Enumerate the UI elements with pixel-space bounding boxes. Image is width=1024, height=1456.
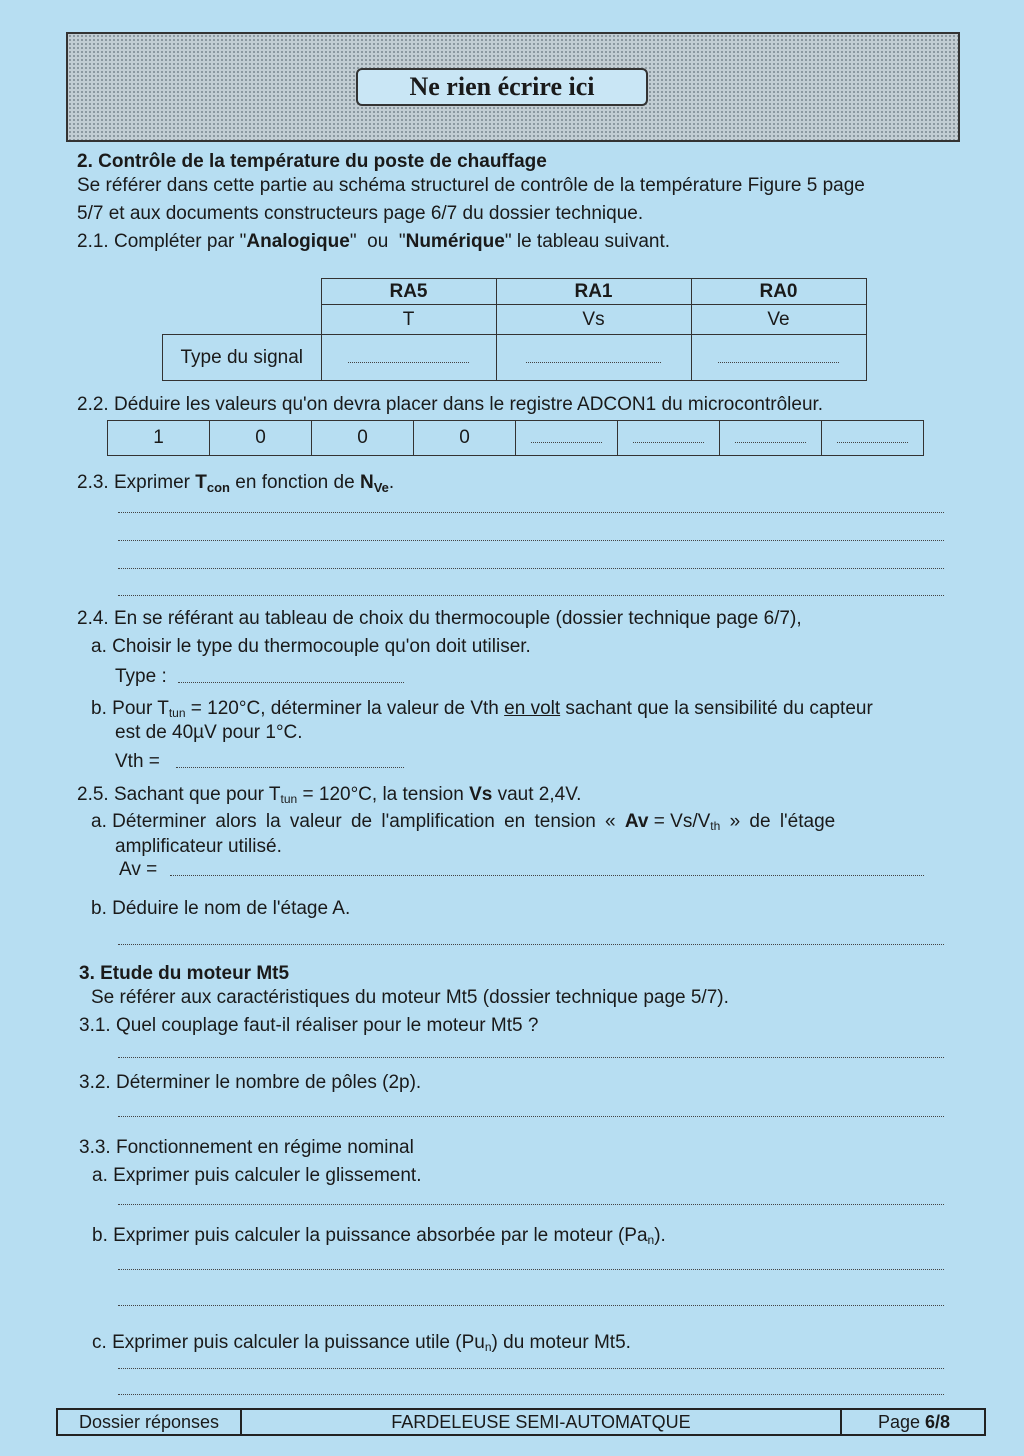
question-text-mid: en fonction de [230, 472, 360, 493]
question-2-4-b-line2: est de 40µV pour 1°C. [115, 722, 303, 743]
question-text-pre: Sachant que pour T [113, 784, 281, 805]
question-text-post: . [388, 472, 395, 493]
bit-3-answer[interactable] [516, 421, 618, 456]
question-number: 2.5. [77, 784, 109, 805]
signal-type-table [162, 278, 867, 381]
question-2-3 [77, 471, 394, 495]
question-2-2 [77, 393, 823, 417]
type-label: Type : [115, 666, 167, 687]
bit-4: 0 [414, 421, 516, 456]
answer-line[interactable] [118, 540, 944, 541]
page-footer [56, 1408, 986, 1436]
th-subscript: th [710, 819, 721, 833]
answer-line[interactable] [118, 1204, 944, 1205]
header-ra5: RA5 [321, 279, 496, 305]
question-text-post: vaut 2,4V. [492, 784, 582, 805]
vth-answer-line[interactable] [176, 767, 404, 768]
item-label: b. [92, 1225, 108, 1246]
answer-line[interactable] [118, 944, 944, 945]
t-symbol: T [195, 472, 207, 493]
answer-line[interactable] [118, 512, 944, 513]
empty-corner [163, 279, 322, 305]
question-2-4 [77, 607, 802, 631]
vth-label: Vth = [115, 751, 160, 772]
bit-0-answer[interactable] [822, 421, 924, 456]
item-text-pre: Exprimer puis calculer la puissance absorbée par le moteur (Pa [113, 1225, 648, 1246]
av-symbol: Av [624, 811, 649, 832]
signal-t: T [321, 305, 496, 335]
item-text-mid: = 120°C, déterminer la valeur de Vth [185, 698, 505, 719]
footer-center: FARDELEUSE SEMI-AUTOMATQUE [391, 1412, 691, 1432]
item-text-post: ). [654, 1225, 666, 1246]
en-volt-underlined: en volt [504, 698, 561, 719]
question-number: 3.3. [79, 1137, 111, 1158]
question-number: 3.1. [79, 1015, 111, 1036]
question-2-5 [77, 783, 581, 807]
tun-subscript: tun [280, 792, 298, 806]
item-text-pre: Exprimer puis calculer la puissance utile (Pu [112, 1332, 485, 1353]
page-label: Page [877, 1412, 925, 1432]
question-2-5-b [91, 897, 350, 921]
footer-page-number [840, 1410, 986, 1434]
answer-line[interactable] [118, 1368, 944, 1369]
answer-line[interactable] [118, 1057, 944, 1058]
t-subscript: con [206, 480, 231, 495]
do-not-write-banner [66, 32, 960, 142]
n-symbol: N [359, 472, 374, 493]
item-text-pre: Pour T [112, 698, 169, 719]
signal-ve: Ve [691, 305, 866, 335]
question-3-3 [79, 1136, 414, 1160]
question-text-post: " le tableau suivant. [504, 231, 671, 252]
analogique-word: Analogique [246, 231, 350, 252]
page-value: 6/8 [925, 1412, 951, 1432]
signal-vs: Vs [496, 305, 691, 335]
answer-line[interactable] [118, 568, 944, 569]
item-text-post: ) du moteur Mt5. [491, 1332, 631, 1353]
question-3-3-b [92, 1224, 666, 1248]
question-3-2 [79, 1071, 421, 1095]
bit-7: 1 [108, 421, 210, 456]
n-subscript: Ve [373, 480, 389, 495]
av-answer-line[interactable] [170, 875, 924, 876]
answer-line[interactable] [118, 595, 944, 596]
section-2-intro-line1: Se référer dans cette partie au schéma structurel de contrôle de la température Figure 5 page [77, 175, 865, 196]
header-ra1: RA1 [496, 279, 691, 305]
n-subscript: n [484, 1340, 492, 1354]
item-label: b. [91, 898, 107, 919]
question-number: 2.3. [77, 472, 109, 493]
item-text-post: sachant que la sensibilité du capteur [560, 698, 873, 719]
question-text: Déterminer le nombre de pôles (2p). [115, 1072, 422, 1093]
section-3-intro: Se référer aux caractéristiques du moteur Mt5 (dossier technique page 5/7). [91, 987, 729, 1008]
question-text: Déduire les valeurs qu'on devra placer dans le registre ADCON1 du microcontrôleur. [113, 394, 824, 415]
item-text-pre: Déterminer alors la valeur de l'amplification en tension « [112, 811, 625, 832]
banner-label: Ne rien écrire ici [356, 68, 648, 106]
question-text: Fonctionnement en régime nominal [115, 1137, 414, 1158]
section-2-intro-line2: 5/7 et aux documents constructeurs page 6/7 du dossier technique. [77, 203, 644, 224]
item-text-mid: = Vs/V [648, 811, 711, 832]
answer-cell-ra1[interactable] [496, 335, 691, 381]
question-2-5-a [91, 810, 835, 834]
question-text-mid: " ou " [349, 231, 406, 252]
av-label: Av = [119, 859, 158, 880]
bit-2-answer[interactable] [618, 421, 720, 456]
question-3-1 [79, 1014, 538, 1038]
tun-subscript: tun [168, 706, 186, 720]
item-text-post: » de l'étage [720, 811, 836, 832]
question-2-4-b [91, 697, 873, 721]
question-2-4-a [91, 635, 531, 659]
section-3-title: 3. Etude du moteur Mt5 [79, 963, 290, 984]
question-text-mid: = 120°C, la tension [297, 784, 470, 805]
answer-cell-ra5[interactable] [321, 335, 496, 381]
item-label: c. [92, 1332, 107, 1353]
bit-6: 0 [210, 421, 312, 456]
question-text-pre: Exprimer [113, 472, 196, 493]
answer-cell-ra0[interactable] [691, 335, 866, 381]
answer-line[interactable] [118, 1269, 944, 1270]
answer-line[interactable] [118, 1394, 944, 1395]
question-text: En se référant au tableau de choix du thermocouple (dossier technique page 6/7), [113, 608, 802, 629]
item-text: Choisir le type du thermocouple qu'on doit utiliser. [112, 636, 531, 657]
n-subscript: n [647, 1233, 655, 1247]
question-2-1 [77, 230, 670, 254]
question-2-5-a-line2: amplificateur utilisé. [115, 836, 282, 857]
item-text: Déduire le nom de l'étage A. [112, 898, 351, 919]
footer-left: Dossier réponses [58, 1410, 242, 1434]
vs-symbol: Vs [469, 784, 493, 805]
answer-line[interactable] [118, 1305, 944, 1306]
item-label: b. [91, 698, 107, 719]
question-number: 3.2. [79, 1072, 111, 1093]
empty-corner-2 [163, 305, 322, 335]
row-label-type-du-signal: Type du signal [163, 335, 322, 381]
answer-line[interactable] [118, 1116, 944, 1117]
question-text-pre: Compléter par " [113, 231, 247, 252]
section-2-title: 2. Contrôle de la température du poste de chauffage [77, 151, 547, 172]
numerique-word: Numérique [405, 231, 505, 252]
adcon1-register-table [107, 420, 924, 456]
item-text: Exprimer puis calculer le glissement. [113, 1165, 422, 1186]
item-label: a. [91, 811, 107, 832]
item-label: a. [91, 636, 107, 657]
question-number: 2.2. [77, 394, 109, 415]
item-label: a. [92, 1165, 108, 1186]
question-3-3-a [92, 1164, 421, 1188]
header-ra0: RA0 [691, 279, 866, 305]
type-answer-line[interactable] [178, 682, 404, 683]
question-number: 2.1. [77, 231, 109, 252]
question-number: 2.4. [77, 608, 109, 629]
bit-5: 0 [312, 421, 414, 456]
question-text: Quel couplage faut-il réaliser pour le moteur Mt5 ? [115, 1015, 539, 1036]
question-3-3-c [92, 1331, 631, 1355]
bit-1-answer[interactable] [720, 421, 822, 456]
